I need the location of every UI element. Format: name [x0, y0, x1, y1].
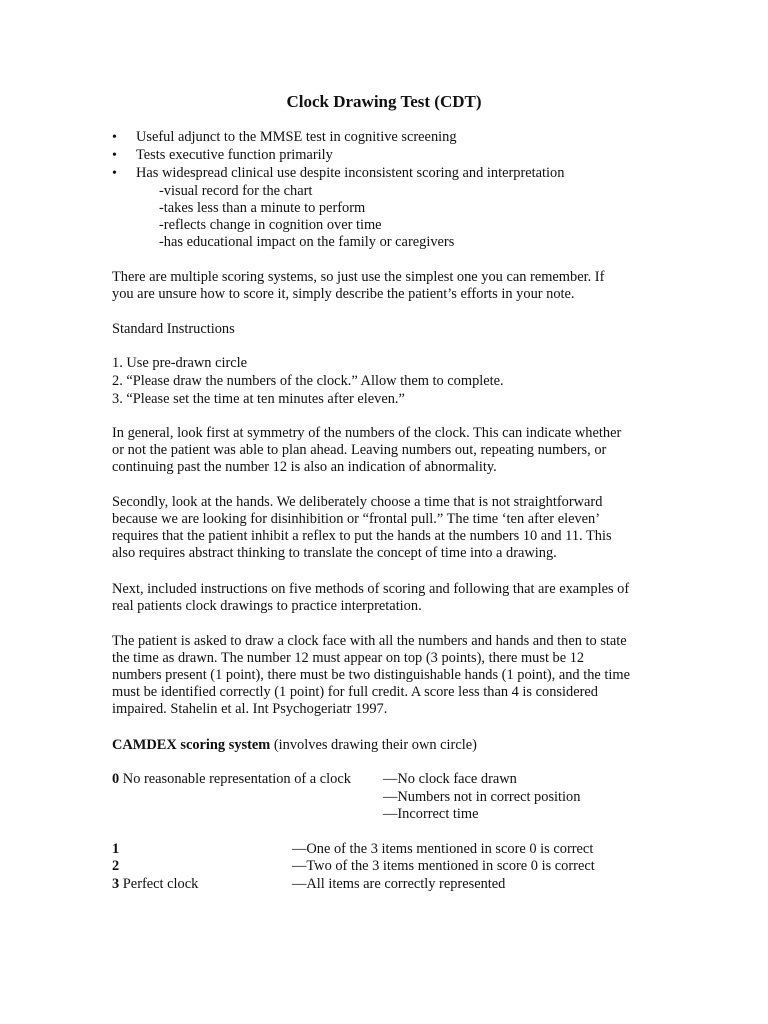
paragraph-line: requires that the patient inhibit a reflex to put the hands at the numbers 10 and 11. This [112, 528, 612, 544]
camdex-heading-note: (involves drawing their own circle) [270, 737, 477, 753]
score-criterion: —No clock face drawn [383, 771, 517, 787]
paragraph-line: must be identified correctly (1 point) for full credit. A score less than 4 is considered [112, 684, 598, 700]
paragraph-line: or not the patient was able to plan ahead. Leaving numbers out, repeating numbers, or [112, 442, 607, 458]
score-number: 3 [112, 876, 120, 892]
instruction-item: 1. Use pre-drawn circle [112, 355, 248, 371]
bullet-dot: • [112, 148, 117, 163]
bullet-item: Useful adjunct to the MMSE test in cognitive screening [136, 129, 457, 145]
paragraph-line: also requires abstract thinking to translate the concept of time into a drawing. [112, 545, 557, 561]
paragraph-line: In general, look first at symmetry of the numbers of the clock. This can indicate whether [112, 425, 622, 441]
camdex-heading-bold: CAMDEX scoring system [112, 737, 271, 753]
paragraph-line: There are multiple scoring systems, so just use the simplest one you can remember. If [112, 269, 605, 285]
paragraph-line: The patient is asked to draw a clock face with all the numbers and hands and then to state [112, 633, 627, 649]
score-description: —All items are correctly represented [292, 876, 506, 892]
score-number: 1 [112, 841, 120, 857]
sub-point: -reflects change in cognition over time [159, 217, 382, 233]
score-label [112, 858, 119, 875]
sub-point: -has educational impact on the family or caregivers [159, 234, 455, 250]
bullet-dot: • [112, 130, 117, 145]
bullet-item: Has widespread clinical use despite inconsistent scoring and interpretation [136, 165, 565, 181]
camdex-heading [112, 737, 477, 754]
score-description: —Two of the 3 items mentioned in score 0 is correct [292, 858, 595, 874]
instruction-item: 2. “Please draw the numbers of the clock.” Allow them to complete. [112, 373, 504, 389]
paragraph-line: real patients clock drawings to practice interpretation. [112, 598, 422, 614]
instruction-item: 3. “Please set the time at ten minutes after eleven.” [112, 391, 405, 407]
score-label [112, 876, 198, 893]
score-text: Perfect clock [119, 876, 199, 892]
page-title: Clock Drawing Test (CDT) [286, 92, 482, 111]
score-text: No reasonable representation of a clock [119, 771, 351, 787]
paragraph-line: because we are looking for disinhibition or “frontal pull.” The time ‘ten after eleven’ [112, 511, 601, 527]
bullet-dot: • [112, 166, 117, 181]
paragraph-line: numbers present (1 point), there must be two distinguishable hands (1 point), and the time [112, 667, 630, 683]
paragraph-line: Secondly, look at the hands. We deliberately choose a time that is not straightforward [112, 494, 603, 510]
paragraph-line: impaired. Stahelin et al. Int Psychogeriatr 1997. [112, 701, 388, 717]
paragraph-line: you are unsure how to score it, simply describe the patient’s efforts in your note. [112, 286, 575, 302]
paragraph-line: continuing past the number 12 is also an indication of abnormality. [112, 459, 497, 475]
score-description: —One of the 3 items mentioned in score 0 is correct [292, 841, 594, 857]
score-criterion: —Incorrect time [383, 806, 479, 822]
score-label [112, 771, 351, 788]
bullet-item: Tests executive function primarily [136, 147, 333, 163]
paragraph-line: the time as drawn. The number 12 must appear on top (3 points), there must be 12 [112, 650, 585, 666]
score-criterion: —Numbers not in correct position [383, 789, 581, 805]
sub-point: -takes less than a minute to perform [159, 200, 366, 216]
score-label [112, 841, 119, 858]
score-number: 0 [112, 771, 120, 787]
paragraph-line: Next, included instructions on five methods of scoring and following that are examples of [112, 581, 630, 597]
section-heading: Standard Instructions [112, 321, 235, 337]
score-number: 2 [112, 858, 120, 874]
sub-point: -visual record for the chart [159, 183, 313, 199]
